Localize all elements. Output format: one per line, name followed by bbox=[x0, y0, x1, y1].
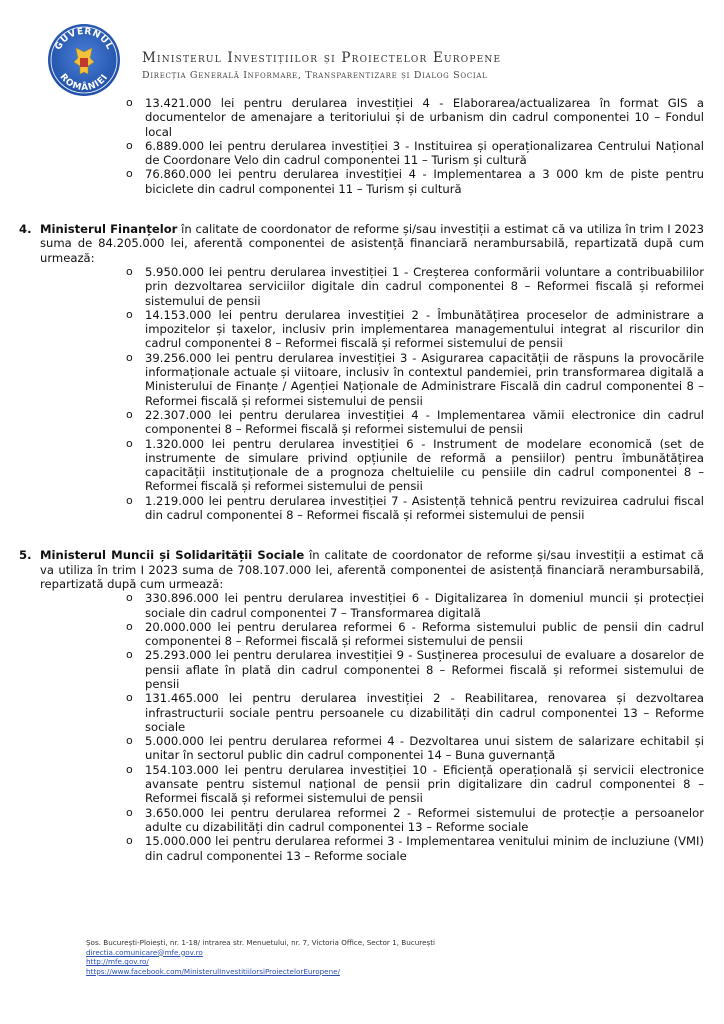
list-item: o 6.889.000 lei pentru derularea investiției 3 - Instituirea și operaționalizarea Centrului Național de Coordonare Velo din cadrul componentei 11 – Turism și cultură bbox=[0, 139, 724, 168]
ministry-name: Ministerul Finanțelor bbox=[40, 222, 178, 237]
section-5-intro bbox=[0, 548, 724, 591]
ministry-title: Ministerul Investițiilor și Proiectelor Europene bbox=[142, 50, 502, 66]
list-item: o 76.860.000 lei pentru derularea investiției 4 - Implementarea a 3 000 km de piste pentru biciclete din cadrul componentei 11 – Turism și cultură bbox=[0, 167, 724, 196]
footer-facebook-link[interactable]: https://www.facebook.com/MinisterulInvestitiilorsiProiectelorEuropene/ bbox=[86, 966, 340, 976]
list-item: o 15.000.000 lei pentru derularea reformei 3 - Implementarea venitului minim de incluziune (VMI) din cadrul componentei 13 – Reforme sociale bbox=[0, 834, 724, 863]
section-4-items-list bbox=[0, 265, 724, 522]
list-item: o 5.950.000 lei pentru derularea investiției 1 - Creșterea conformării voluntare a contribuabililor prin dezvoltarea serviciilor digitale din cadrul componentei 8 – Reformei fiscală și reformei sistemului de pensii bbox=[0, 265, 724, 308]
section-number: 5. bbox=[19, 548, 32, 563]
list-item: o 1.219.000 lei pentru derularea investiției 7 - Asistență tehnică pentru revizuirea cadrului fiscal din cadrul componentei 8 – Reformei fiscală și reformei sistemului de pensii bbox=[0, 494, 724, 523]
svg-text:GUVERNUL: GUVERNUL bbox=[53, 26, 115, 52]
letterhead bbox=[46, 22, 686, 102]
government-seal-logo bbox=[46, 22, 122, 98]
list-item: o 330.896.000 lei pentru derularea investiției 6 - Digitalizarea în domeniul muncii și protecției sociale din cadrul componentei 7 – Transformarea digitală bbox=[0, 591, 724, 620]
page-footer bbox=[86, 938, 435, 976]
section-intro-text: în calitate de coordonator de reforme și/sau investiții a estimat că va utiliza în trim I 2023 suma de 708.107.000 lei, aferentă componentei de asistență financiară nerambursabilă, repartizată după cum urmează: bbox=[40, 548, 704, 591]
list-item: o 20.000.000 lei pentru derularea reformei 6 - Reforma sistemului public de pensii din cadrul componentei 8 – Reformei fiscală și reformei sistemului de pensii bbox=[0, 620, 724, 649]
document-body bbox=[0, 96, 724, 863]
list-item: o 25.293.000 lei pentru derularea investiției 9 - Susținerea procesului de evaluare a dosarelor de pensii aflate în plată din cadrul componentei 8 – Reformei fiscală și reformei sistemului de pensii bbox=[0, 648, 724, 691]
section-number: 4. bbox=[19, 222, 32, 237]
list-item: o 131.465.000 lei pentru derularea investiției 2 - Reabilitarea, renovarea și dezvoltarea infrastructurii sociale pentru persoanele cu dizabilități din cadrul componentei 13 – Reforme sociale bbox=[0, 691, 724, 734]
section-4-intro bbox=[0, 222, 724, 265]
footer-website-link[interactable]: http://mfe.gov.ro/ bbox=[86, 957, 149, 967]
ministry-name: Ministerul Muncii și Solidarității Sociale bbox=[40, 548, 305, 563]
list-item: o 154.103.000 lei pentru derularea investiției 10 - Eficiență operațională și servicii electronice avansate pentru sistemul național de pensii prin digitalizare din cadrul componentei 8 – Reformei fiscală și reformei sistemului de pensii bbox=[0, 763, 724, 806]
section-intro-text: în calitate de coordonator de reforme și/sau investiții a estimat că va utiliza în trim I 2023 suma de 84.205.000 lei, aferentă componentei de asistență financiară nerambursabilă, repartizată după cum urmează: bbox=[40, 222, 704, 265]
section-5-items-list bbox=[0, 591, 724, 863]
list-item: o 3.650.000 lei pentru derularea reformei 2 - Reformei sistemului de protecție a persoanelor adulte cu dizabilități din cadrul componentei 13 – Reforme sociale bbox=[0, 806, 724, 835]
list-item: o 5.000.000 lei pentru derularea reformei 4 - Dezvoltarea unui sistem de salarizare echitabil și unitar în sectorul public din cadrul componentei 14 – Buna guvernanță bbox=[0, 734, 724, 763]
list-item: o 13.421.000 lei pentru derularea investiției 4 - Elaborarea/actualizarea în format GIS a documentelor de amenajare a teritoriului și de urbanism din cadrul componentei 10 – Fondul local bbox=[0, 96, 724, 139]
footer-address: Șos. București-Ploiești, nr. 1-18/ intrarea str. Menuetului, nr. 7, Victoria Office, Sector 1, București bbox=[86, 938, 436, 947]
top-items-list bbox=[0, 96, 724, 196]
directorate-subtitle: Direcția Generală Informare, Transparentizare și Dialog Social bbox=[142, 70, 488, 81]
list-item: o 39.256.000 lei pentru derularea investiției 3 - Asigurarea capacității de răspuns la provocările informaționale actuale și viitoare, inclusiv în contextul pandemiei, prin transformarea digitală a Ministerului de Finanțe / Agenției Naționale de Administrare Fiscală din cadrul componentei 8 – Reformei fiscală și reformei sistemului de pensii bbox=[0, 351, 724, 408]
svg-text:ROMÂNIEI: ROMÂNIEI bbox=[57, 72, 111, 94]
footer-email-link[interactable]: directia.comunicare@mfe.gov.ro bbox=[86, 947, 203, 957]
list-item: o 14.153.000 lei pentru derularea investiției 2 - Îmbunătățirea proceselor de administrare a impozitelor și taxelor, inclusiv prin implementarea managementului integrat al riscurilor din cadrul componentei 8 – Reformei fiscală și reformei sistemului de pensii bbox=[0, 308, 724, 351]
list-item: o 22.307.000 lei pentru derularea investiției 4 - Implementarea vămii electronice din cadrul componentei 8 – Reformei fiscală și reformei sistemului de pensii bbox=[0, 408, 724, 437]
list-item: o 1.320.000 lei pentru derularea investiției 6 - Instrument de modelare economică (set de instrumente de simulare privind opțiunile de reformă a pensiilor) pentru îmbunătățirea capacității instituționale de a prognoza cheltuielile cu pensiile din cadrul componentei 8 – Reformei fiscală și reformei sistemului de pensii bbox=[0, 437, 724, 494]
